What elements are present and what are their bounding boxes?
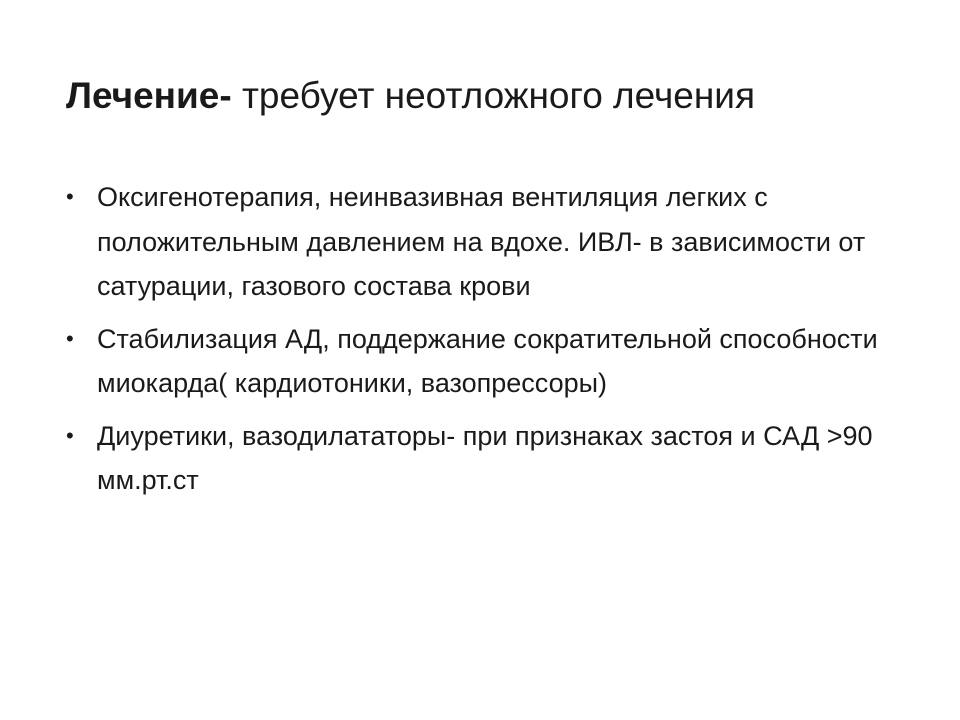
bullet-list — [66, 175, 916, 511]
bullet-item-blood-pressure — [66, 317, 916, 406]
bullet-dot-icon: • — [66, 422, 74, 448]
title-text: требует неотложного лечения — [231, 75, 755, 116]
slide-title — [66, 68, 755, 124]
bullet-item-oxygen-therapy — [66, 175, 916, 309]
bullet-text: Стабилизация АД, поддержание сократительной способности миокарда( кардиотоники, вазопрессоры) — [97, 323, 878, 398]
bullet-dot-icon: • — [66, 325, 74, 351]
bullet-text: Диуретики, вазодилататоры- при признаках застоя и САД >90 мм.рт.ст — [97, 420, 873, 495]
bullet-item-diuretics — [66, 414, 916, 503]
title-keyword: Лечение- — [66, 75, 232, 116]
bullet-text: Оксигенотерапия, неинвазивная вентиляция легких с положительным давлением на вдохе. ИВЛ- в зависимости от сатурации, газового состава крови — [97, 182, 866, 301]
bullet-dot-icon: • — [66, 184, 74, 209]
